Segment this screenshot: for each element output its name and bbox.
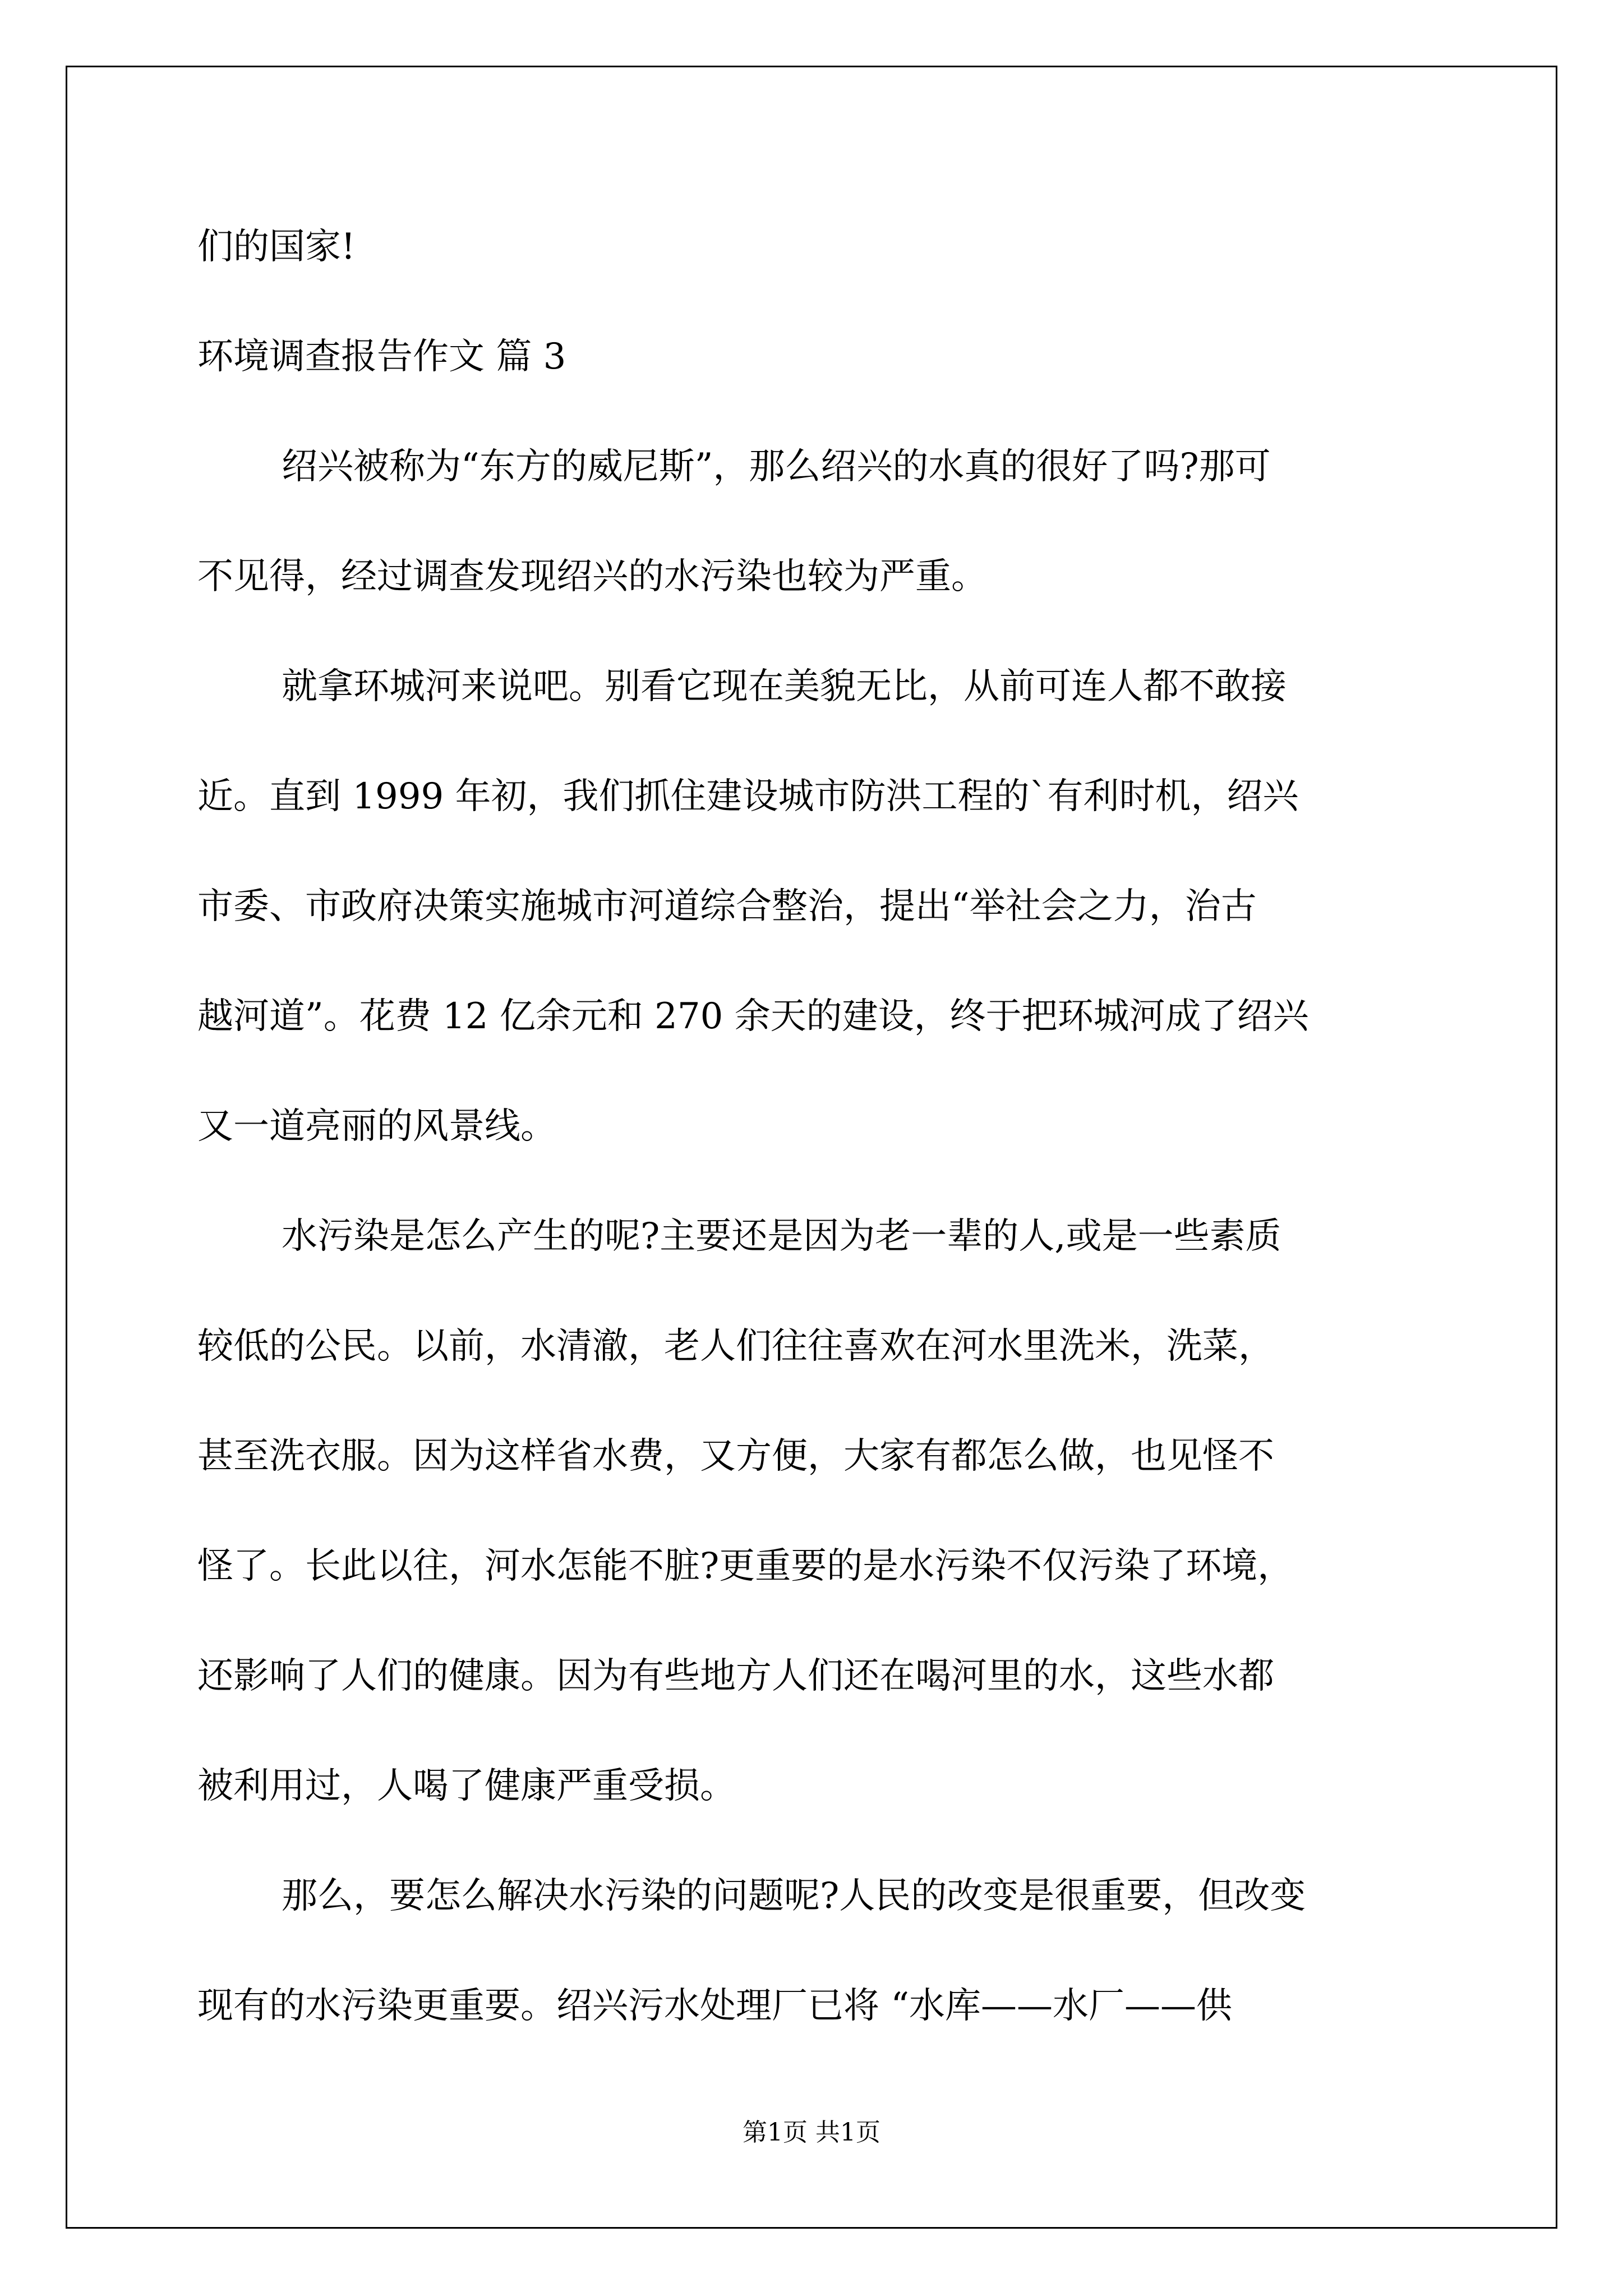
text-line-9: 又一道亮丽的风景线。 [197, 1106, 556, 1147]
text-line-10: 水污染是怎么产生的呢?主要还是因为老一辈的人,或是一些素质 [282, 1216, 1281, 1257]
section-heading: 环境调查报告作文 篇 3 [197, 336, 566, 378]
text-line-7: 市委、市政府决策实施城市河道综合整治，提出“举社会之力，治古 [197, 886, 1257, 927]
text-line-6: 近。直到 1999 年初，我们抓住建设城市防洪工程的`有利时机，绍兴 [197, 776, 1299, 817]
text-line-5: 就拿环城河来说吧。别看它现在美貌无比，从前可连人都不敢接 [282, 666, 1287, 707]
text-line-12: 甚至洗衣服。因为这样省水费，又方便，大家有都怎么做，也见怪不 [197, 1435, 1274, 1477]
text-line-1: 们的国家! [197, 226, 356, 268]
text-line-17: 现有的水污染更重要。绍兴污水处理厂已将 “水库——水厂——供 [197, 1985, 1233, 2027]
text-line-16: 那么，要怎么解决水污染的问题呢?人民的改变是很重要，但改变 [282, 1875, 1306, 1917]
page-footer: 第1页 共1页 [743, 2118, 880, 2147]
text-line-4: 不见得，经过调查发现绍兴的水污染也较为严重。 [197, 556, 987, 597]
text-line-8: 越河道”。花费 12 亿余元和 270 余天的建设，终于把环城河成了绍兴 [197, 996, 1309, 1037]
text-line-3: 绍兴被称为“东方的威尼斯”，那么绍兴的水真的很好了吗?那可 [282, 446, 1271, 487]
text-line-13: 怪了。长此以往，河水怎能不脏?更重要的是水污染不仅污染了环境， [197, 1545, 1294, 1587]
text-line-11: 较低的公民。以前，水清澈，老人们往往喜欢在河水里洗米，洗菜， [197, 1326, 1274, 1367]
text-line-14: 还影响了人们的健康。因为有些地方人们还在喝河里的水，这些水都 [197, 1655, 1274, 1697]
text-line-15: 被利用过，人喝了健康严重受损。 [197, 1765, 736, 1807]
